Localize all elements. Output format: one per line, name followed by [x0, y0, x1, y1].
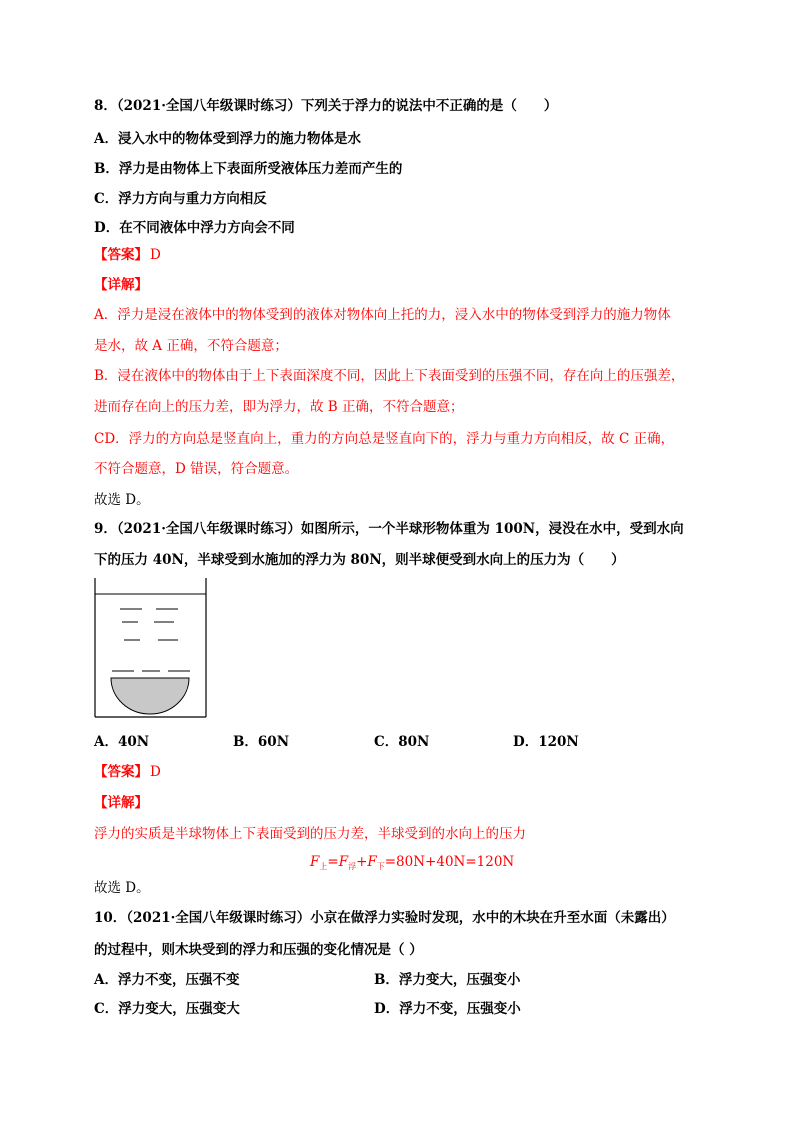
q10-stem-line: 10．（2021·全国八年级课时练习）小京在做浮力实验时发现，水中的木块在升至水面（未露出） [94, 910, 675, 926]
q9-detail-line: 浮力的实质是半球物体上下表面受到的压力差，半球受到的水向上的压力 [94, 826, 526, 842]
force-symbol: F [310, 854, 320, 870]
q10-option-b: B．浮力变大，压强变小 [374, 972, 521, 988]
equation-result: =80N+40N=120N [384, 854, 515, 870]
q9-detail-label: 【详解】 [94, 795, 148, 811]
force-subscript: 上 [319, 862, 328, 871]
force-subscript: 下 [376, 862, 385, 871]
q9-option-c: C．80N [374, 734, 430, 750]
force-symbol: F [367, 854, 377, 870]
hemisphere-in-water-figure [94, 578, 208, 718]
q8-conclusion: 故选 D。 [94, 492, 150, 508]
q9-option-b: B．60N [233, 734, 290, 750]
answer-value: D [150, 247, 161, 263]
q10-option-d: D．浮力不变，压强变小 [374, 1001, 521, 1017]
q9-stem-line: 下的压力 40N，半球受到水施加的浮力为 80N，则半球便受到水向上的压力为（ ） [94, 552, 625, 568]
q8-answer [94, 246, 161, 264]
q9-equation [310, 853, 514, 876]
q8-option-a: A．浸入水中的物体受到浮力的施力物体是水 [94, 131, 361, 147]
answer-value: D [150, 764, 161, 780]
force-subscript: 浮 [348, 862, 357, 871]
q8-option-b: B．浮力是由物体上下表面所受液体压力差而产生的 [94, 161, 403, 177]
force-symbol: F [338, 854, 349, 870]
hemisphere-object [111, 678, 189, 714]
q8-detail-label: 【详解】 [94, 277, 148, 293]
q9-option-d: D．120N [513, 734, 579, 750]
q8-stem: 8．（2021·全国八年级课时练习）下列关于浮力的说法中不正确的是（ ） [94, 98, 558, 114]
q8-detail-line: 是水，故 A 正确，不符合题意； [94, 338, 288, 354]
q10-option-c: C．浮力变大，压强变大 [94, 1001, 240, 1017]
equals-sign: = [327, 854, 339, 870]
q9-conclusion: 故选 D。 [94, 880, 150, 896]
q9-answer [94, 763, 161, 781]
q8-detail-line: A．浮力是浸在液体中的物体受到的液体对物体向上托的力，浸入水中的物体受到浮力的施力物体 [94, 307, 671, 323]
q8-detail-line: B．浸在液体中的物体由于上下表面深度不同，因此上下表面受到的压强不同，存在向上的压强差， [94, 368, 685, 384]
plus-sign: + [356, 854, 368, 870]
q9-stem-line: 9．（2021·全国八年级课时练习）如图所示，一个半球形物体重为 100N，浸没在水中，受到水向 [94, 521, 684, 537]
answer-label: 【答案】 [94, 764, 148, 780]
q8-detail-line: CD．浮力的方向总是竖直向上，重力的方向总是竖直向下的，浮力与重力方向相反，故 C 正确， [94, 431, 675, 447]
answer-label: 【答案】 [94, 247, 148, 263]
q10-option-a: A．浮力不变，压强不变 [94, 972, 240, 988]
q8-option-d: D．在不同液体中浮力方向会不同 [94, 220, 295, 236]
q8-detail-line: 进而存在向上的压力差，即为浮力，故 B 正确，不符合题意； [94, 399, 464, 415]
q9-option-a: A．40N [94, 734, 150, 750]
water-dashes [112, 609, 190, 671]
q8-detail-line: 不符合题意，D 错误，符合题意。 [94, 461, 299, 477]
q10-stem-line: 的过程中，则木块受到的浮力和压强的变化情况是（ ） [94, 942, 423, 958]
q8-option-c: C．浮力方向与重力方向相反 [94, 191, 267, 207]
